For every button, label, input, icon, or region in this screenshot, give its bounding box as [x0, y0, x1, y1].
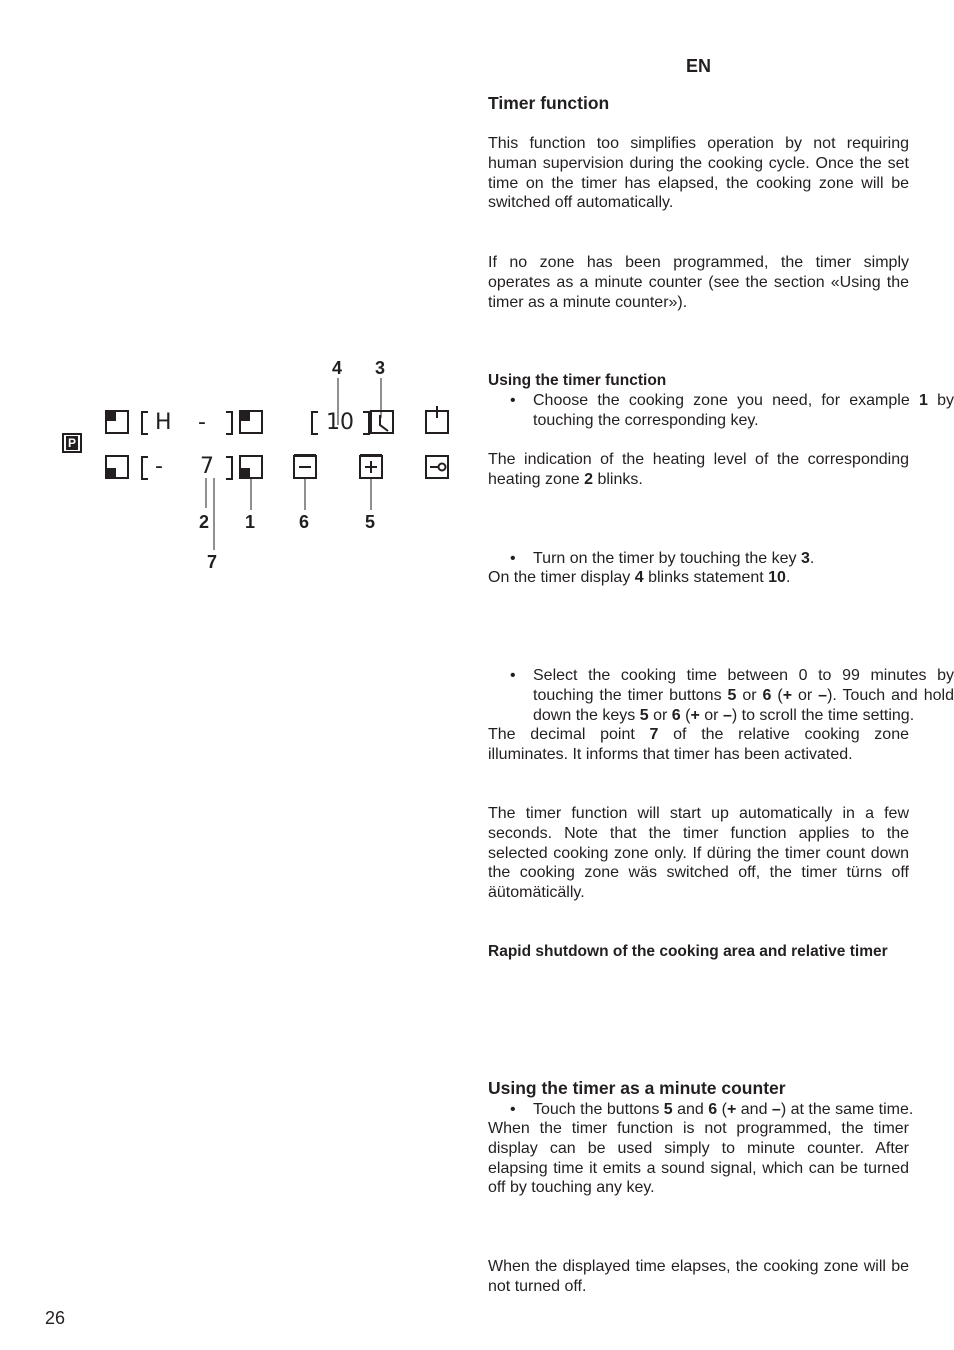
- paragraph-minute-counter: When the timer function is not programmed, the timer display can be used simply to minute counter. After elapsing time it emits a sound signal, which can be turned off by touching any key.: [488, 1120, 909, 1197]
- paragraph-auto-start: The timer function will start up automatically in a few seconds. Note that the timer function applies to the selected cooking zone only. If düring the timer count down the cooking zone wäs switched off, the timer türns off äütomäticälly.: [488, 805, 909, 902]
- control-panel-drawing: [58, 350, 458, 580]
- callout-5: 5: [365, 512, 376, 532]
- paragraph-elapsed: When the displayed time elapses, the cooking zone will be not turned off.: [488, 1258, 909, 1295]
- paragraph-timer-display: On the timer display 4 blinks statement 10.: [488, 569, 791, 586]
- bullet-dot: •: [510, 392, 516, 409]
- callout-3: 3: [375, 358, 386, 378]
- subsection-title-using-timer: Using the timer function: [488, 372, 667, 389]
- section-title-minute-counter: Using the timer as a minute counter: [488, 1078, 786, 1098]
- paragraph-intro: This function too simplifies operation by not requiring human supervision during the cooking cycle. Once the set time on the timer has elapsed, the cooking zone will be switched off automatically.: [488, 135, 909, 212]
- section-title-timer-function: Timer function: [488, 93, 610, 113]
- callout-4: 4: [332, 358, 343, 378]
- p-key-icon: P: [62, 433, 82, 453]
- callout-6: 6: [299, 512, 310, 532]
- callout-1: 1: [245, 512, 256, 532]
- bullet-dot: •: [510, 549, 516, 567]
- page-number: 26: [45, 1308, 66, 1328]
- top-zone-level: H: [155, 410, 172, 435]
- bullet-choose-zone: • Choose the cooking zone you need, for example 1 by touching the corresponding key.: [510, 392, 954, 429]
- bottom-zone-level: -: [155, 454, 163, 479]
- bottom-zone-digit: 7: [200, 454, 214, 479]
- bullet-dot: •: [510, 667, 516, 685]
- bullet-select-time: • Select the cooking time between 0 to 99 minutes by touching the timer buttons 5 or 6 (+ or –). Touch and hold down the keys 5 or 6 (+ or –) to scroll the time setting.: [510, 667, 954, 724]
- bullet-dot: •: [510, 1100, 516, 1118]
- language-label: EN: [686, 56, 712, 76]
- subsection-title-rapid-shutdown: Rapid shutdown of the cooking area and relative timer: [488, 943, 888, 960]
- bullet-rapid-shutdown: • Touch the buttons 5 and 6 (+ and –) at the same time.: [510, 1100, 914, 1118]
- control-panel-diagram: [58, 350, 458, 580]
- paragraph-heating-level: The indication of the heating level of the corresponding heating zone 2 blinks.: [488, 451, 909, 488]
- bullet-turn-on-timer: • Turn on the timer by touching the key 3.: [510, 549, 815, 567]
- callout-2: 2: [199, 512, 210, 532]
- paragraph-decimal-point: The decimal point 7 of the relative cooking zone illuminates. It informs that timer has been activated.: [488, 726, 909, 763]
- top-zone-dash: -: [198, 410, 206, 435]
- timer-display-value: 10: [326, 410, 354, 435]
- callout-7: 7: [207, 552, 218, 572]
- paragraph-minute-counter-note: If no zone has been programmed, the timer simply operates as a minute counter (see the section «Using the timer as a minute counter»).: [488, 254, 909, 311]
